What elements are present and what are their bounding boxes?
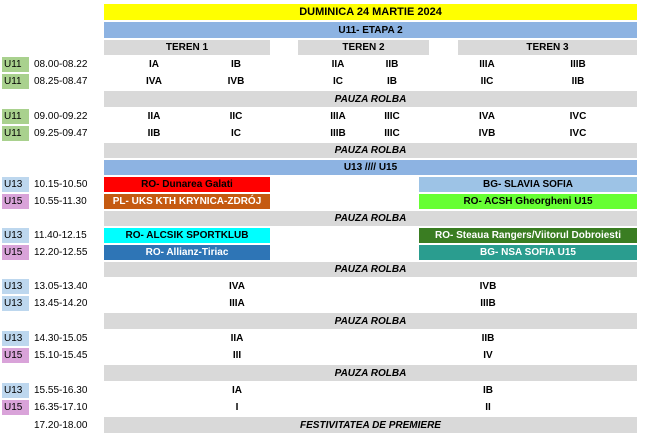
match-cell: IB <box>231 59 241 70</box>
match-cell: IV <box>483 350 493 361</box>
match-cell: IA <box>149 59 159 70</box>
match-cell: IIIB <box>570 59 586 70</box>
match-cell: IIC <box>229 111 243 122</box>
time-slot: 17.20-18.00 <box>34 419 88 431</box>
break-label: PAUZA ROLBA <box>104 365 637 381</box>
time-slot: 13.45-14.20 <box>34 298 88 309</box>
team-cell: PL- UKS KTH KRYNICA-ZDRÓJ <box>104 194 270 209</box>
match-cell: II <box>485 402 491 413</box>
match-cell: IVC <box>569 128 587 139</box>
match-cell: IIIC <box>384 128 400 139</box>
time-slot: 08.25-08.47 <box>34 76 88 87</box>
category-label: U15 <box>2 400 29 415</box>
match-cell: IC <box>231 128 241 139</box>
category-label: U15 <box>2 245 29 260</box>
team-cell: BG- SLAVIA SOFIA <box>419 177 637 192</box>
match-cell: IVB <box>478 128 496 139</box>
match-cell: IVA <box>146 76 162 87</box>
team-cell: BG- NSA SOFIA U15 <box>419 245 637 260</box>
time-slot: 11.40-12.15 <box>34 230 87 241</box>
u13-u15-title: U13 //// U15 <box>104 160 637 175</box>
match-cell: IIIA <box>479 59 495 70</box>
closing-ceremony-label: FESTIVITATEA DE PREMIERE <box>104 417 637 433</box>
team-cell: RO- Steaua Rangers/Viitorul Dobroiesti <box>419 228 637 243</box>
time-slot: 10.15-10.50 <box>34 179 88 190</box>
u11-stage-title: U11- ETAPA 2 <box>104 22 637 38</box>
time-slot: 16.35-17.10 <box>34 402 88 413</box>
category-label: U15 <box>2 348 29 363</box>
break-label: PAUZA ROLBA <box>104 211 637 226</box>
match-cell: IVC <box>569 111 587 122</box>
match-cell: IIB <box>571 76 585 87</box>
time-slot: 10.55-11.30 <box>34 196 87 207</box>
match-cell: IIB <box>481 333 495 344</box>
court-3-header: TEREN 3 <box>458 40 637 55</box>
category-label: U11 <box>2 109 29 124</box>
match-cell: III <box>232 350 242 361</box>
break-label: PAUZA ROLBA <box>104 262 637 277</box>
match-cell: IA <box>232 385 242 396</box>
category-label: U13 <box>2 279 29 294</box>
category-label: U11 <box>2 74 29 89</box>
team-cell: RO- Allianz-Tiriac <box>104 245 270 260</box>
match-cell: IIIB <box>480 298 496 309</box>
match-cell: IIB <box>147 128 161 139</box>
time-slot: 14.30-15.05 <box>34 333 88 344</box>
team-cell: RO- ACSH Gheorgheni U15 <box>419 194 637 209</box>
time-slot: 12.20-12.55 <box>34 247 88 258</box>
match-cell: IVB <box>227 76 245 87</box>
date-title: DUMINICA 24 MARTIE 2024 <box>104 4 637 20</box>
break-label: PAUZA ROLBA <box>104 91 637 107</box>
time-slot: 09.25-09.47 <box>34 128 88 139</box>
time-slot: 15.10-15.45 <box>34 350 88 361</box>
category-label: U13 <box>2 331 29 346</box>
match-cell: IIC <box>480 76 494 87</box>
team-cell: RO- Dunarea Galati <box>104 177 270 192</box>
match-cell: IIIC <box>384 111 400 122</box>
time-slot: 09.00-09.22 <box>34 111 88 122</box>
match-cell: IC <box>333 76 343 87</box>
category-label: U13 <box>2 228 29 243</box>
match-cell: IIA <box>230 333 244 344</box>
break-label: PAUZA ROLBA <box>104 313 637 329</box>
match-cell: IB <box>387 76 397 87</box>
category-label: U13 <box>2 383 29 398</box>
match-cell: I <box>235 402 239 413</box>
match-cell: IIIA <box>330 111 346 122</box>
match-cell: IIIB <box>330 128 346 139</box>
match-cell: IIIA <box>229 298 245 309</box>
category-label: U11 <box>2 126 29 141</box>
team-cell: RO- ALCSIK SPORTKLUB <box>104 228 270 243</box>
time-slot: 13.05-13.40 <box>34 281 88 292</box>
category-label: U13 <box>2 296 29 311</box>
court-1-header: TEREN 1 <box>104 40 270 55</box>
match-cell: IIB <box>385 59 399 70</box>
match-cell: IIA <box>147 111 161 122</box>
time-slot: 15.55-16.30 <box>34 385 88 396</box>
category-label: U13 <box>2 177 29 192</box>
court-2-header: TEREN 2 <box>298 40 429 55</box>
match-cell: IIA <box>331 59 345 70</box>
break-label: PAUZA ROLBA <box>104 143 637 158</box>
category-label: U11 <box>2 57 29 72</box>
match-cell: IVA <box>229 281 245 292</box>
match-cell: IB <box>483 385 493 396</box>
match-cell: IVA <box>479 111 495 122</box>
time-slot: 08.00-08.22 <box>34 59 88 70</box>
match-cell: IVB <box>479 281 497 292</box>
category-label: U15 <box>2 194 29 209</box>
